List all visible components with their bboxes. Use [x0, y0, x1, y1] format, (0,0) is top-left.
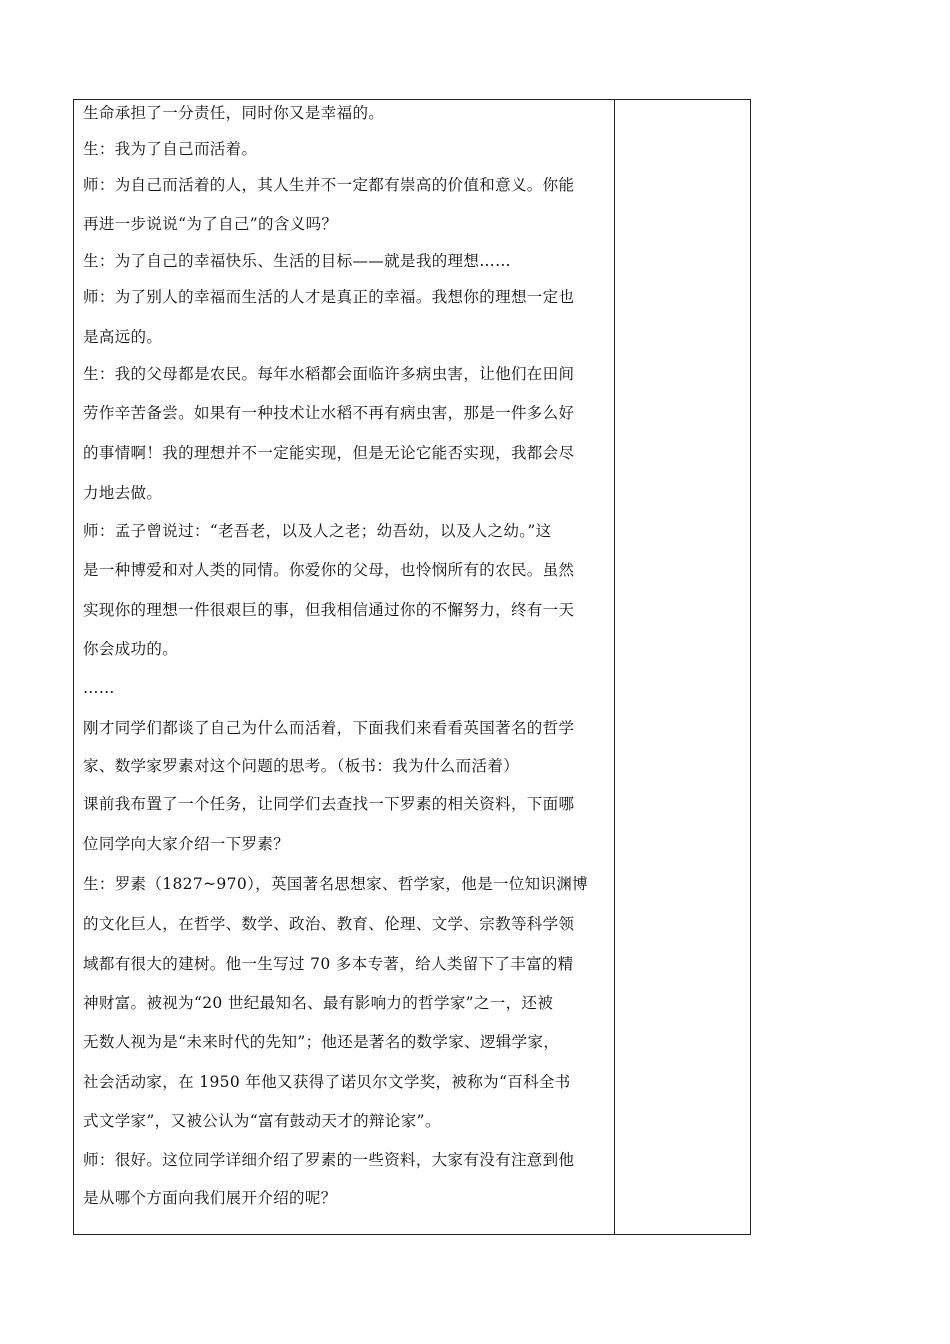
- text-line: 力地去做。: [83, 484, 163, 502]
- text-line: ……: [83, 679, 115, 697]
- text-line: 是从哪个方面向我们展开介绍的呢？: [83, 1189, 337, 1207]
- text-line: 师：很好。这位同学详细介绍了罗素的一些资料，大家有没有注意到他: [83, 1151, 575, 1169]
- text-line: 生：罗素（1827~970），英国著名思想家、哲学家，他是一位知识渊博: [83, 875, 589, 893]
- text-line: 师：为了别人的幸福而生活的人才是真正的幸福。我想你的理想一定也: [83, 288, 575, 306]
- text-line: 课前我布置了一个任务，让同学们去查找一下罗素的相关资料，下面哪: [83, 795, 575, 813]
- text-line: 生：我为了自己而活着。: [83, 140, 258, 158]
- text-line: 的事情啊！我的理想并不一定能实现，但是无论它能否实现，我都会尽: [83, 444, 575, 462]
- text-line: 生：为了自己的幸福快乐、生活的目标——就是我的理想……: [83, 252, 511, 270]
- text-line: 师：为自己而活着的人，其人生并不一定都有崇高的价值和意义。你能: [83, 176, 575, 194]
- text-line: 刚才同学们都谈了自己为什么而活着，下面我们来看看英国著名的哲学: [83, 719, 575, 737]
- notes-column-cell: [615, 100, 750, 1234]
- text-line: 生命承担了一分责任，同时你又是幸福的。: [83, 104, 385, 122]
- text-line: 是一种博爱和对人类的同情。你爱你的父母，也怜悯所有的农民。虽然: [83, 561, 575, 579]
- text-line: 生：我的父母都是农民。每年水稻都会面临许多病虫害，让他们在田间: [83, 365, 575, 383]
- text-line: 神财富。被视为“20 世纪最知名、最有影响力的哲学家”之一，还被: [83, 994, 554, 1012]
- text-line: 无数人视为是“未来时代的先知”；他还是著名的数学家、逻辑学家，: [83, 1033, 560, 1051]
- text-line: 社会活动家，在 1950 年他又获得了诺贝尔文学奖，被称为“百科全书: [83, 1073, 571, 1091]
- text-line: 家、数学家罗素对这个问题的思考。（板书：我为什么而活着）: [83, 757, 520, 775]
- lesson-table: [73, 99, 751, 1235]
- text-line: 是高远的。: [83, 328, 163, 346]
- text-line: 位同学向大家介绍一下罗素？: [83, 835, 290, 853]
- text-line: 劳作辛苦备尝。如果有一种技术让水稻不再有病虫害，那是一件多么好: [83, 404, 575, 422]
- text-line: 师：孟子曾说过：“老吾老，以及人之老；幼吾幼，以及人之幼。”这: [83, 522, 552, 540]
- text-line: 你会成功的。: [83, 640, 179, 658]
- lesson-content-cell: [74, 100, 614, 1234]
- text-line: 的文化巨人，在哲学、数学、政治、教育、伦理、文学、宗教等科学领: [83, 915, 575, 933]
- text-line: 域都有很大的建树。他一生写过 70 多本专著，给人类留下了丰富的精: [83, 955, 574, 973]
- text-line: 实现你的理想一件很艰巨的事，但我相信通过你的不懈努力，终有一天: [83, 601, 575, 619]
- text-line: 式文学家”，又被公认为“富有鼓动天才的辩论家”。: [83, 1112, 441, 1130]
- text-line: 再进一步说说“为了自己”的含义吗？: [83, 215, 338, 233]
